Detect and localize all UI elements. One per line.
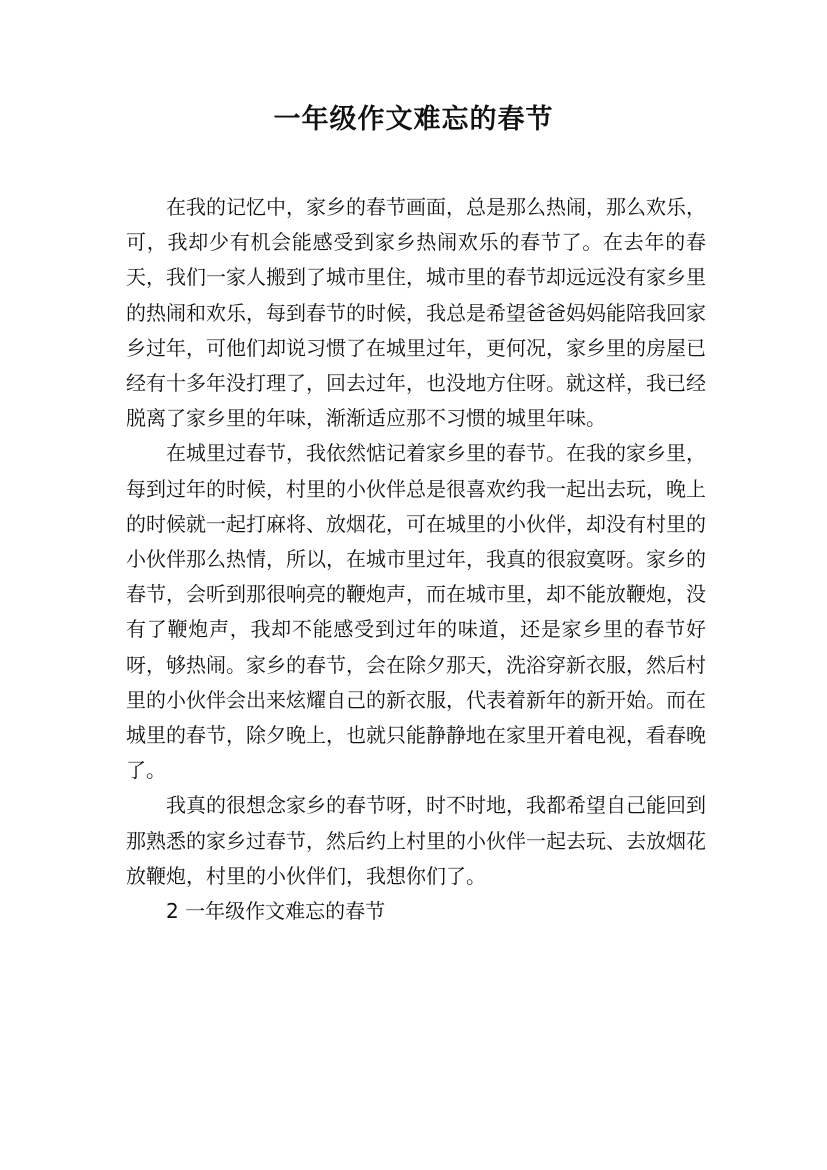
paragraph-2: 在城里过春节，我依然惦记着家乡里的春节。在我的家乡里，每到过年的时候，村里的小伙伴总是很喜欢约我一起出去玩，晚上的时候就一起打麻将、放烟花，可在城里的小伙伴，却没有村里的小伙伴那么热情，所以，在城市里过年，我真的很寂寞呀。家乡的春节，会听到那很响亮的鞭炮声，而在城市里，却不能放鞭炮，没有了鞭炮声，我却不能感受到过年的味道，还是家乡里的春节好呀，够热闹。家乡的春节，会在除夕那天，洗浴穿新衣服，然后村里的小伙伴会出来炫耀自己的新衣服，代表着新年的新开始。而在城里的春节，除夕晚上，也就只能静静地在家里开着电视，看春晚了。 bbox=[126, 441, 706, 783]
next-article-heading: 2 一年级作文难忘的春节 bbox=[166, 899, 386, 924]
paragraph-1: 在我的记忆中，家乡的春节画面，总是那么热闹，那么欢乐，可，我却少有机会能感受到家乡热闹欢乐的春节了。在去年的春天，我们一家人搬到了城市里住，城市里的春节却远远没有家乡里的热闹和欢乐，每到春节的时候，我总是希望爸爸妈妈能陪我回家乡过年，可他们却说习惯了在城里过年，更何况，家乡里的房屋已经有十多年没打理了，回去过年，也没地方住呀。就这样，我已经脱离了家乡里的年味，渐渐适应那不习惯的城里年味。 bbox=[126, 195, 706, 431]
document-body bbox=[126, 190, 706, 929]
document-title: 一年级作文难忘的春节 bbox=[273, 104, 554, 135]
paragraph-3: 我真的很想念家乡的春节呀，时不时地，我都希望自己能回到那熟悉的家乡过春节，然后约上村里的小伙伴一起去玩、去放烟花放鞭炮，村里的小伙伴们，我想你们了。 bbox=[126, 793, 706, 888]
